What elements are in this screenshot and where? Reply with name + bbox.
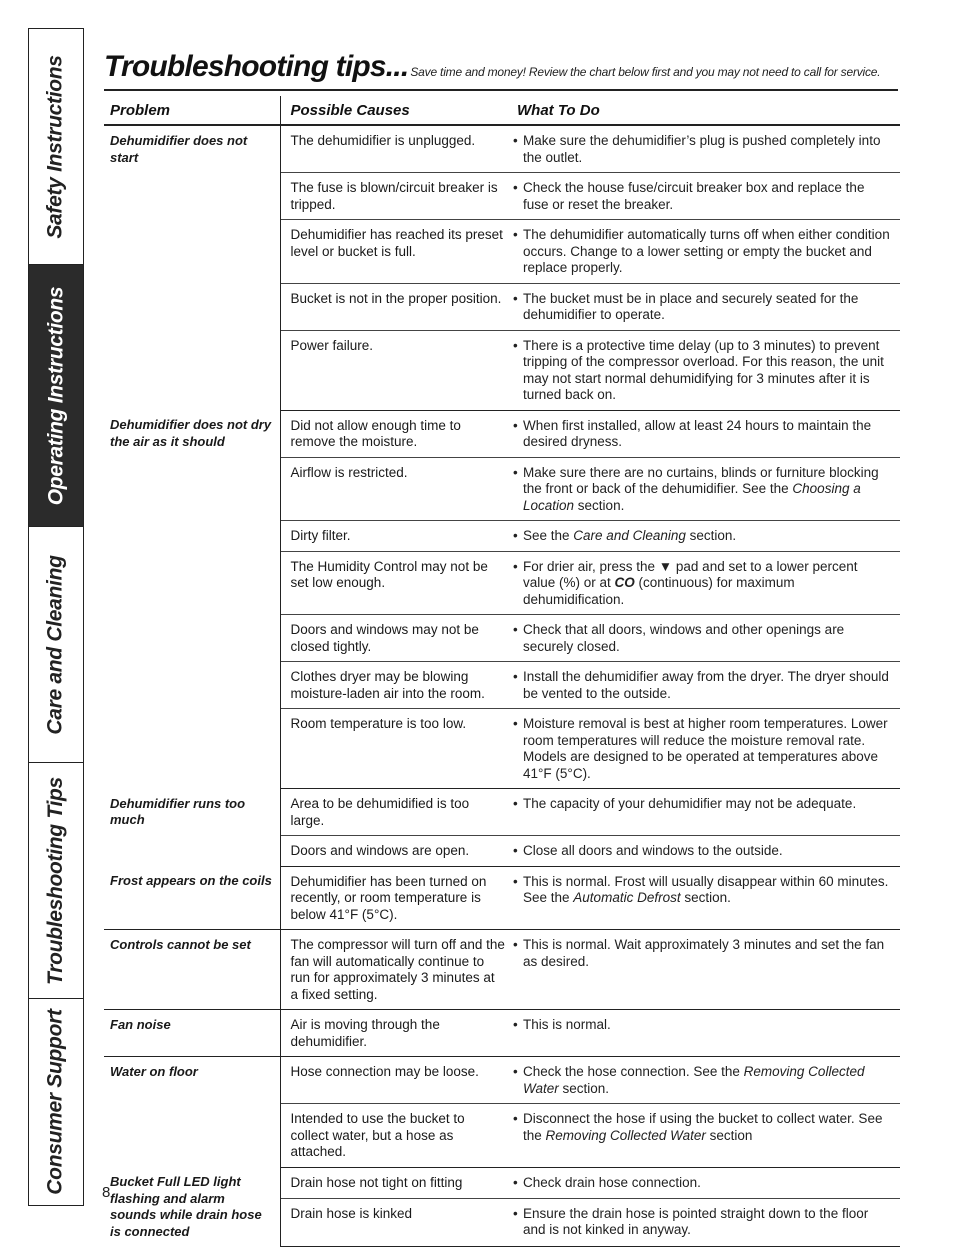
tab-label: Safety Instructions <box>44 54 67 239</box>
header-what-to-do: What To Do <box>511 96 900 125</box>
text-segment: Moisture removal is best at higher room temperatures. Lower room temperatures will reduce the moisture removal rate. Models are designed to be operated at temperatures above 41°F (5°C). <box>523 716 888 781</box>
what-to-do-text <box>523 418 890 451</box>
what-to-do-cell <box>511 551 900 615</box>
what-to-do-text <box>523 622 890 655</box>
what-to-do-text <box>523 1175 890 1192</box>
what-to-do-text <box>523 1111 890 1144</box>
text-segment: The capacity of your dehumidifier may not be adequate. <box>523 796 857 811</box>
bullet-icon: • <box>513 796 518 811</box>
possible-cause-cell: Drain hose is kinked <box>280 1198 511 1246</box>
tab-consumer-support[interactable] <box>29 999 83 1205</box>
bullet-icon: • <box>513 417 518 433</box>
what-to-do-cell <box>511 709 900 789</box>
bullet-icon: • <box>513 1205 518 1221</box>
bullet-icon: • <box>513 622 518 637</box>
title-divider <box>104 89 898 91</box>
what-to-do-text <box>523 528 890 545</box>
what-to-do-cell <box>511 1010 900 1057</box>
section-reference: Care and Cleaning <box>573 528 686 543</box>
possible-cause-cell: The dehumidifier is unplugged. <box>280 125 511 173</box>
what-to-do-text <box>523 291 890 324</box>
problem-cell: Water on floor <box>104 1057 280 1168</box>
bullet-icon: • <box>513 843 518 858</box>
problem-cell: Fan noise <box>104 1010 280 1057</box>
bullet-icon: • <box>513 873 518 889</box>
section-reference: Removing Collected Water <box>523 1064 865 1096</box>
what-to-do-cell <box>511 1167 900 1198</box>
possible-cause-cell: Drain hose not tight on fitting <box>280 1167 511 1198</box>
text-segment: For drier air, press the ▼ pad and set to a lower percent value (%) or at <box>523 558 858 590</box>
what-to-do-text <box>523 1206 890 1239</box>
text-segment: section. <box>558 1080 610 1096</box>
problem-cell: Dehumidifier does not dry the air as it should <box>104 410 280 789</box>
text-segment: This is normal. Frost will usually disappear within 60 minutes. See the <box>523 873 889 905</box>
possible-cause-cell: Room temperature is too low. <box>280 709 511 789</box>
problem-cell: Frost appears on the coils <box>104 866 280 930</box>
possible-cause-cell: Hose connection may be loose. <box>280 1057 511 1104</box>
possible-cause-cell: Doors and windows are open. <box>280 836 511 867</box>
text-segment: Check drain hose connection. <box>523 1174 701 1190</box>
bullet-icon: • <box>513 337 518 353</box>
possible-cause-cell: Bucket is not in the proper position. <box>280 283 511 330</box>
text-segment: Make sure the dehumidifier’s plug is pushed completely into the outlet. <box>523 133 881 165</box>
tab-label: Care and Cleaning <box>44 554 67 735</box>
possible-cause-cell: Airflow is restricted. <box>280 457 511 521</box>
what-to-do-cell <box>511 220 900 284</box>
table-row <box>104 789 900 836</box>
problem-cell: Dehumidifier does not start <box>104 125 280 410</box>
problem-cell: Dehumidifier runs too much <box>104 789 280 867</box>
what-to-do-text <box>523 133 890 166</box>
what-to-do-cell <box>511 789 900 836</box>
page-title-subtitle: Save time and money! Review the chart below first and you may not need to call for service. <box>410 65 881 79</box>
problem-cell: Controls cannot be set <box>104 930 280 1010</box>
what-to-do-cell <box>511 615 900 662</box>
what-to-do-text <box>523 559 890 609</box>
text-segment: section. <box>680 890 731 905</box>
text-segment: section. <box>574 497 625 513</box>
text-segment: Check the hose connection. See the <box>523 1064 744 1079</box>
bullet-icon: • <box>513 1017 518 1032</box>
possible-cause-cell: Doors and windows may not be closed tightly. <box>280 615 511 662</box>
bullet-icon: • <box>513 1111 518 1126</box>
table-row <box>104 125 900 173</box>
what-to-do-text <box>523 796 890 813</box>
possible-cause-cell: Intended to use the bucket to collect water, but a hose as attached. <box>280 1104 511 1168</box>
what-to-do-text <box>523 1064 890 1097</box>
what-to-do-cell <box>511 1198 900 1246</box>
what-to-do-text <box>523 716 890 782</box>
text-segment: Check the house fuse/circuit breaker box and replace the fuse or reset the breaker. <box>523 180 865 212</box>
bullet-icon: • <box>513 1174 518 1190</box>
text-segment: section. <box>685 528 737 543</box>
what-to-do-cell <box>511 457 900 521</box>
possible-cause-cell: Dehumidifier has reached its preset level or bucket is full. <box>280 220 511 284</box>
what-to-do-text <box>523 227 890 277</box>
section-reference: Removing Collected Water <box>545 1127 706 1143</box>
header-possible-causes: Possible Causes <box>280 96 511 125</box>
possible-cause-cell: Air is moving through the dehumidifier. <box>280 1010 511 1057</box>
text-segment: There is a protective time delay (up to 3 minutes) to prevent tripping of the compressor overload. For this reason, the unit may not start normal dehumidifying for 3 minutes after it is turned back on. <box>523 337 884 402</box>
section-reference: Choosing a Location <box>523 481 861 513</box>
text-segment: Install the dehumidifier away from the dryer. The dryer should be vented to the outside. <box>523 669 889 701</box>
text-segment: This is normal. Wait approximately 3 minutes and set the fan as desired. <box>523 937 885 969</box>
bullet-icon: • <box>513 464 518 480</box>
what-to-do-text <box>523 465 890 515</box>
what-to-do-text <box>523 843 890 860</box>
what-to-do-cell <box>511 1104 900 1168</box>
what-to-do-text <box>523 338 890 404</box>
bullet-icon: • <box>513 180 518 195</box>
text-segment: Disconnect the hose if using the bucket to collect water. See the <box>523 1111 883 1143</box>
possible-cause-cell: The fuse is blown/circuit breaker is tripped. <box>280 173 511 220</box>
tab-troubleshooting-tips[interactable] <box>29 763 83 999</box>
what-to-do-cell <box>511 283 900 330</box>
tab-label: Operating Instructions <box>44 286 67 505</box>
bullet-icon: • <box>513 558 518 574</box>
table-row <box>104 410 900 457</box>
table-body <box>104 125 900 1246</box>
what-to-do-text <box>523 1017 890 1034</box>
text-segment: Make sure there are no curtains, blinds or furniture blocking the front or back of the dehumidifier. See the <box>523 464 879 496</box>
tab-safety-instructions[interactable] <box>29 29 83 265</box>
text-segment: The dehumidifier automatically turns off when either condition occurs. Change to a lower setting or empty the bucket and replace properly. <box>523 227 890 275</box>
what-to-do-text <box>523 669 890 702</box>
possible-cause-cell: Power failure. <box>280 330 511 410</box>
table-row <box>104 866 900 930</box>
bullet-icon: • <box>513 1064 518 1079</box>
what-to-do-cell <box>511 125 900 173</box>
what-to-do-cell <box>511 330 900 410</box>
header-problem: Problem <box>104 96 280 125</box>
bullet-icon: • <box>513 528 518 543</box>
page-title-main: Troubleshooting tips... <box>104 50 409 83</box>
table-row <box>104 1167 900 1198</box>
troubleshooting-table <box>104 96 900 1247</box>
bullet-icon: • <box>513 937 518 952</box>
text-segment: (continuous) for maximum dehumidification. <box>523 575 795 607</box>
bullet-icon: • <box>513 290 518 306</box>
what-to-do-cell <box>511 866 900 930</box>
what-to-do-cell <box>511 836 900 867</box>
table-row <box>104 1010 900 1057</box>
what-to-do-cell <box>511 1057 900 1104</box>
bullet-icon: • <box>513 227 518 242</box>
text-segment: When first installed, allow at least 24 hours to maintain the desired dryness. <box>523 417 872 449</box>
possible-cause-cell: Dehumidifier has been turned on recently, or room temperature is below 41°F (5°C). <box>280 866 511 930</box>
section-reference: Automatic Defrost <box>573 890 681 905</box>
possible-cause-cell: Dirty filter. <box>280 521 511 552</box>
what-to-do-text <box>523 874 890 907</box>
tab-care-and-cleaning[interactable] <box>29 527 83 763</box>
possible-cause-cell: The Humidity Control may not be set low enough. <box>280 551 511 615</box>
text-segment: Ensure the drain hose is pointed straight down to the floor and is not kinked in anyway. <box>523 1205 869 1238</box>
problem-cell: Bucket Full LED light flashing and alarm sounds while drain hose is connected <box>104 1167 280 1246</box>
text-segment: This is normal. <box>523 1017 611 1032</box>
possible-cause-cell: Did not allow enough time to remove the moisture. <box>280 410 511 457</box>
bullet-icon: • <box>513 133 518 148</box>
possible-cause-cell: Area to be dehumidified is too large. <box>280 789 511 836</box>
what-to-do-text <box>523 937 890 970</box>
table-header-row <box>104 96 900 125</box>
page-number: 8 <box>102 1184 111 1201</box>
text-segment: See the <box>523 528 574 543</box>
text-segment: section <box>705 1127 753 1143</box>
what-to-do-cell <box>511 930 900 1010</box>
what-to-do-cell <box>511 410 900 457</box>
what-to-do-text <box>523 180 890 213</box>
table-row <box>104 1057 900 1104</box>
table-row <box>104 930 900 1010</box>
bullet-icon: • <box>513 716 518 731</box>
possible-cause-cell: The compressor will turn off and the fan will automatically continue to run for approximately 3 minutes at a fixed setting. <box>280 930 511 1010</box>
tab-label: Troubleshooting Tips <box>44 776 68 985</box>
bullet-icon: • <box>513 669 518 684</box>
tab-operating-instructions[interactable] <box>29 265 83 527</box>
text-segment: Close all doors and windows to the outside. <box>523 843 783 858</box>
what-to-do-cell <box>511 173 900 220</box>
what-to-do-cell <box>511 521 900 552</box>
possible-cause-cell: Clothes dryer may be blowing moisture-laden air into the room. <box>280 662 511 709</box>
side-tab-strip <box>28 28 84 1206</box>
setting-code: CO <box>614 575 635 590</box>
what-to-do-cell <box>511 662 900 709</box>
text-segment: The bucket must be in place and securely seated for the dehumidifier to operate. <box>523 290 859 322</box>
text-segment: Check that all doors, windows and other openings are securely closed. <box>523 622 845 654</box>
tab-label: Consumer Support <box>44 1009 67 1195</box>
page-title <box>104 50 904 84</box>
